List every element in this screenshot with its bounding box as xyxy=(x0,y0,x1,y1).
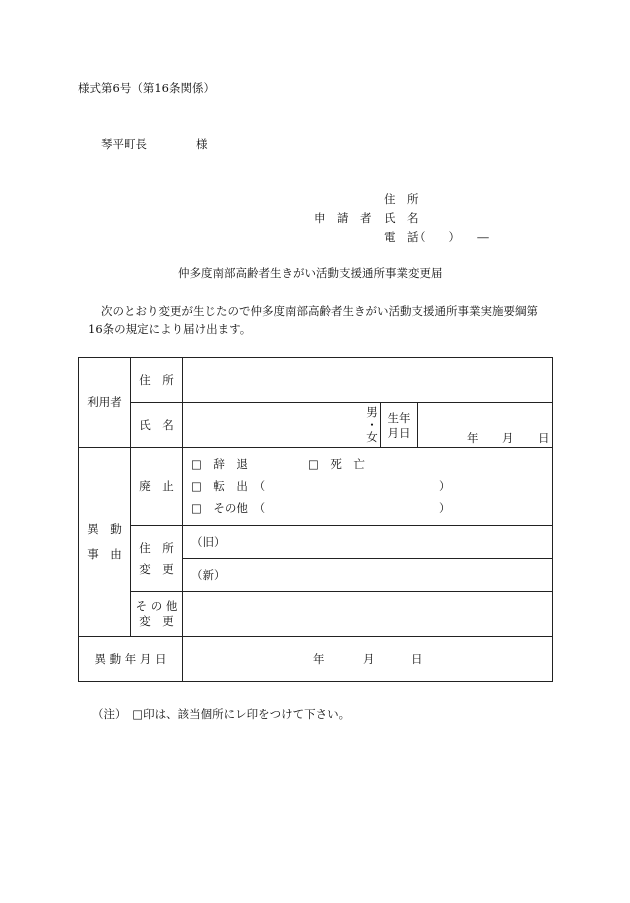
option-row xyxy=(191,475,551,497)
applicant-name-label: 氏 名 xyxy=(384,211,419,225)
footnote: （注） □印は、該当個所にレ印をつけて下さい。 xyxy=(92,707,351,721)
applicant-phone-field: （ ） ― xyxy=(414,230,489,244)
option-row xyxy=(191,497,551,519)
option-moveout-close: ） xyxy=(439,479,451,493)
user-address-label: 住 所 xyxy=(131,358,183,403)
move-date-field[interactable] xyxy=(183,637,553,682)
table-row xyxy=(79,448,553,526)
change-form-table xyxy=(78,357,553,682)
birthdate-label-line2: 月日 xyxy=(387,425,411,440)
table-row xyxy=(79,403,553,448)
other-change-field[interactable] xyxy=(183,592,553,637)
user-name-row xyxy=(183,403,553,448)
body-text-line-1: 次のとおり変更が生じたので仲多度南部高齢者生きがい活動支援通所事業実施要綱第 xyxy=(101,304,538,318)
address-change-label xyxy=(131,526,183,592)
document-title: 仲多度南部高齢者生きがい活動支援通所事業変更届 xyxy=(178,266,443,280)
birth-month-unit: 月 xyxy=(502,431,514,445)
move-date-day-unit: 日 xyxy=(411,652,423,666)
birth-day-unit: 日 xyxy=(538,431,550,445)
reason-label xyxy=(79,448,131,637)
address-change-label-line2: 変 更 xyxy=(139,561,174,576)
option-resign[interactable]: □ 辞 退 xyxy=(191,457,248,471)
new-address-label: （新） xyxy=(191,567,226,582)
abolish-label: 廃 止 xyxy=(131,448,183,526)
table-row xyxy=(79,592,553,637)
new-address-field[interactable] xyxy=(183,559,553,592)
table-row xyxy=(79,637,553,682)
applicant-phone-label: 電 話 xyxy=(384,230,419,244)
sex-selector[interactable] xyxy=(364,406,380,444)
birthdate-label-cell xyxy=(380,403,418,448)
option-other-close: ） xyxy=(439,501,451,515)
address-change-label-line1: 住 所 xyxy=(139,540,174,555)
abolish-options xyxy=(183,448,553,526)
sex-male: 男 xyxy=(366,405,378,419)
table-row xyxy=(79,358,553,403)
user-address-field[interactable] xyxy=(183,358,553,403)
other-change-label xyxy=(131,592,183,637)
addressee-honorific: 様 xyxy=(196,137,208,151)
user-name-label: 氏 名 xyxy=(131,403,183,448)
user-label: 利用者 xyxy=(79,358,131,448)
old-address-field[interactable] xyxy=(183,526,553,559)
other-change-label-line1: そ の 他 xyxy=(135,599,178,614)
birth-year-unit: 年 xyxy=(467,431,479,445)
reason-label-line2: 事 由 xyxy=(87,547,122,561)
move-date-month-unit: 月 xyxy=(363,652,375,666)
reason-label-line1: 異 動 xyxy=(87,522,122,537)
birthdate-field[interactable] xyxy=(417,403,553,448)
applicant-address-label: 住 所 xyxy=(384,192,419,206)
old-address-label: （旧） xyxy=(191,534,226,549)
addressee-name: 琴平町長 xyxy=(101,137,147,151)
option-moveout[interactable]: □ 転 出 （ xyxy=(191,479,266,493)
birthdate-label-line1: 生年 xyxy=(387,411,411,425)
other-change-label-line2: 変 更 xyxy=(139,614,174,628)
form-number: 様式第6号（第16条関係） xyxy=(78,81,215,95)
sex-dot: ・ xyxy=(366,417,378,432)
option-row xyxy=(191,453,551,475)
user-name-field[interactable] xyxy=(183,403,364,448)
table-row xyxy=(79,526,553,559)
option-death[interactable]: □ 死 亡 xyxy=(308,457,365,471)
applicant-group-label: 申 請 者 xyxy=(314,211,372,225)
move-date-year-unit: 年 xyxy=(313,652,325,666)
sex-female: 女 xyxy=(366,430,378,444)
move-date-label: 異 動 年 月 日 xyxy=(79,637,183,682)
body-text-line-2: 16条の規定により届け出ます。 xyxy=(88,322,252,336)
option-other[interactable]: □ その他 （ xyxy=(191,501,266,515)
